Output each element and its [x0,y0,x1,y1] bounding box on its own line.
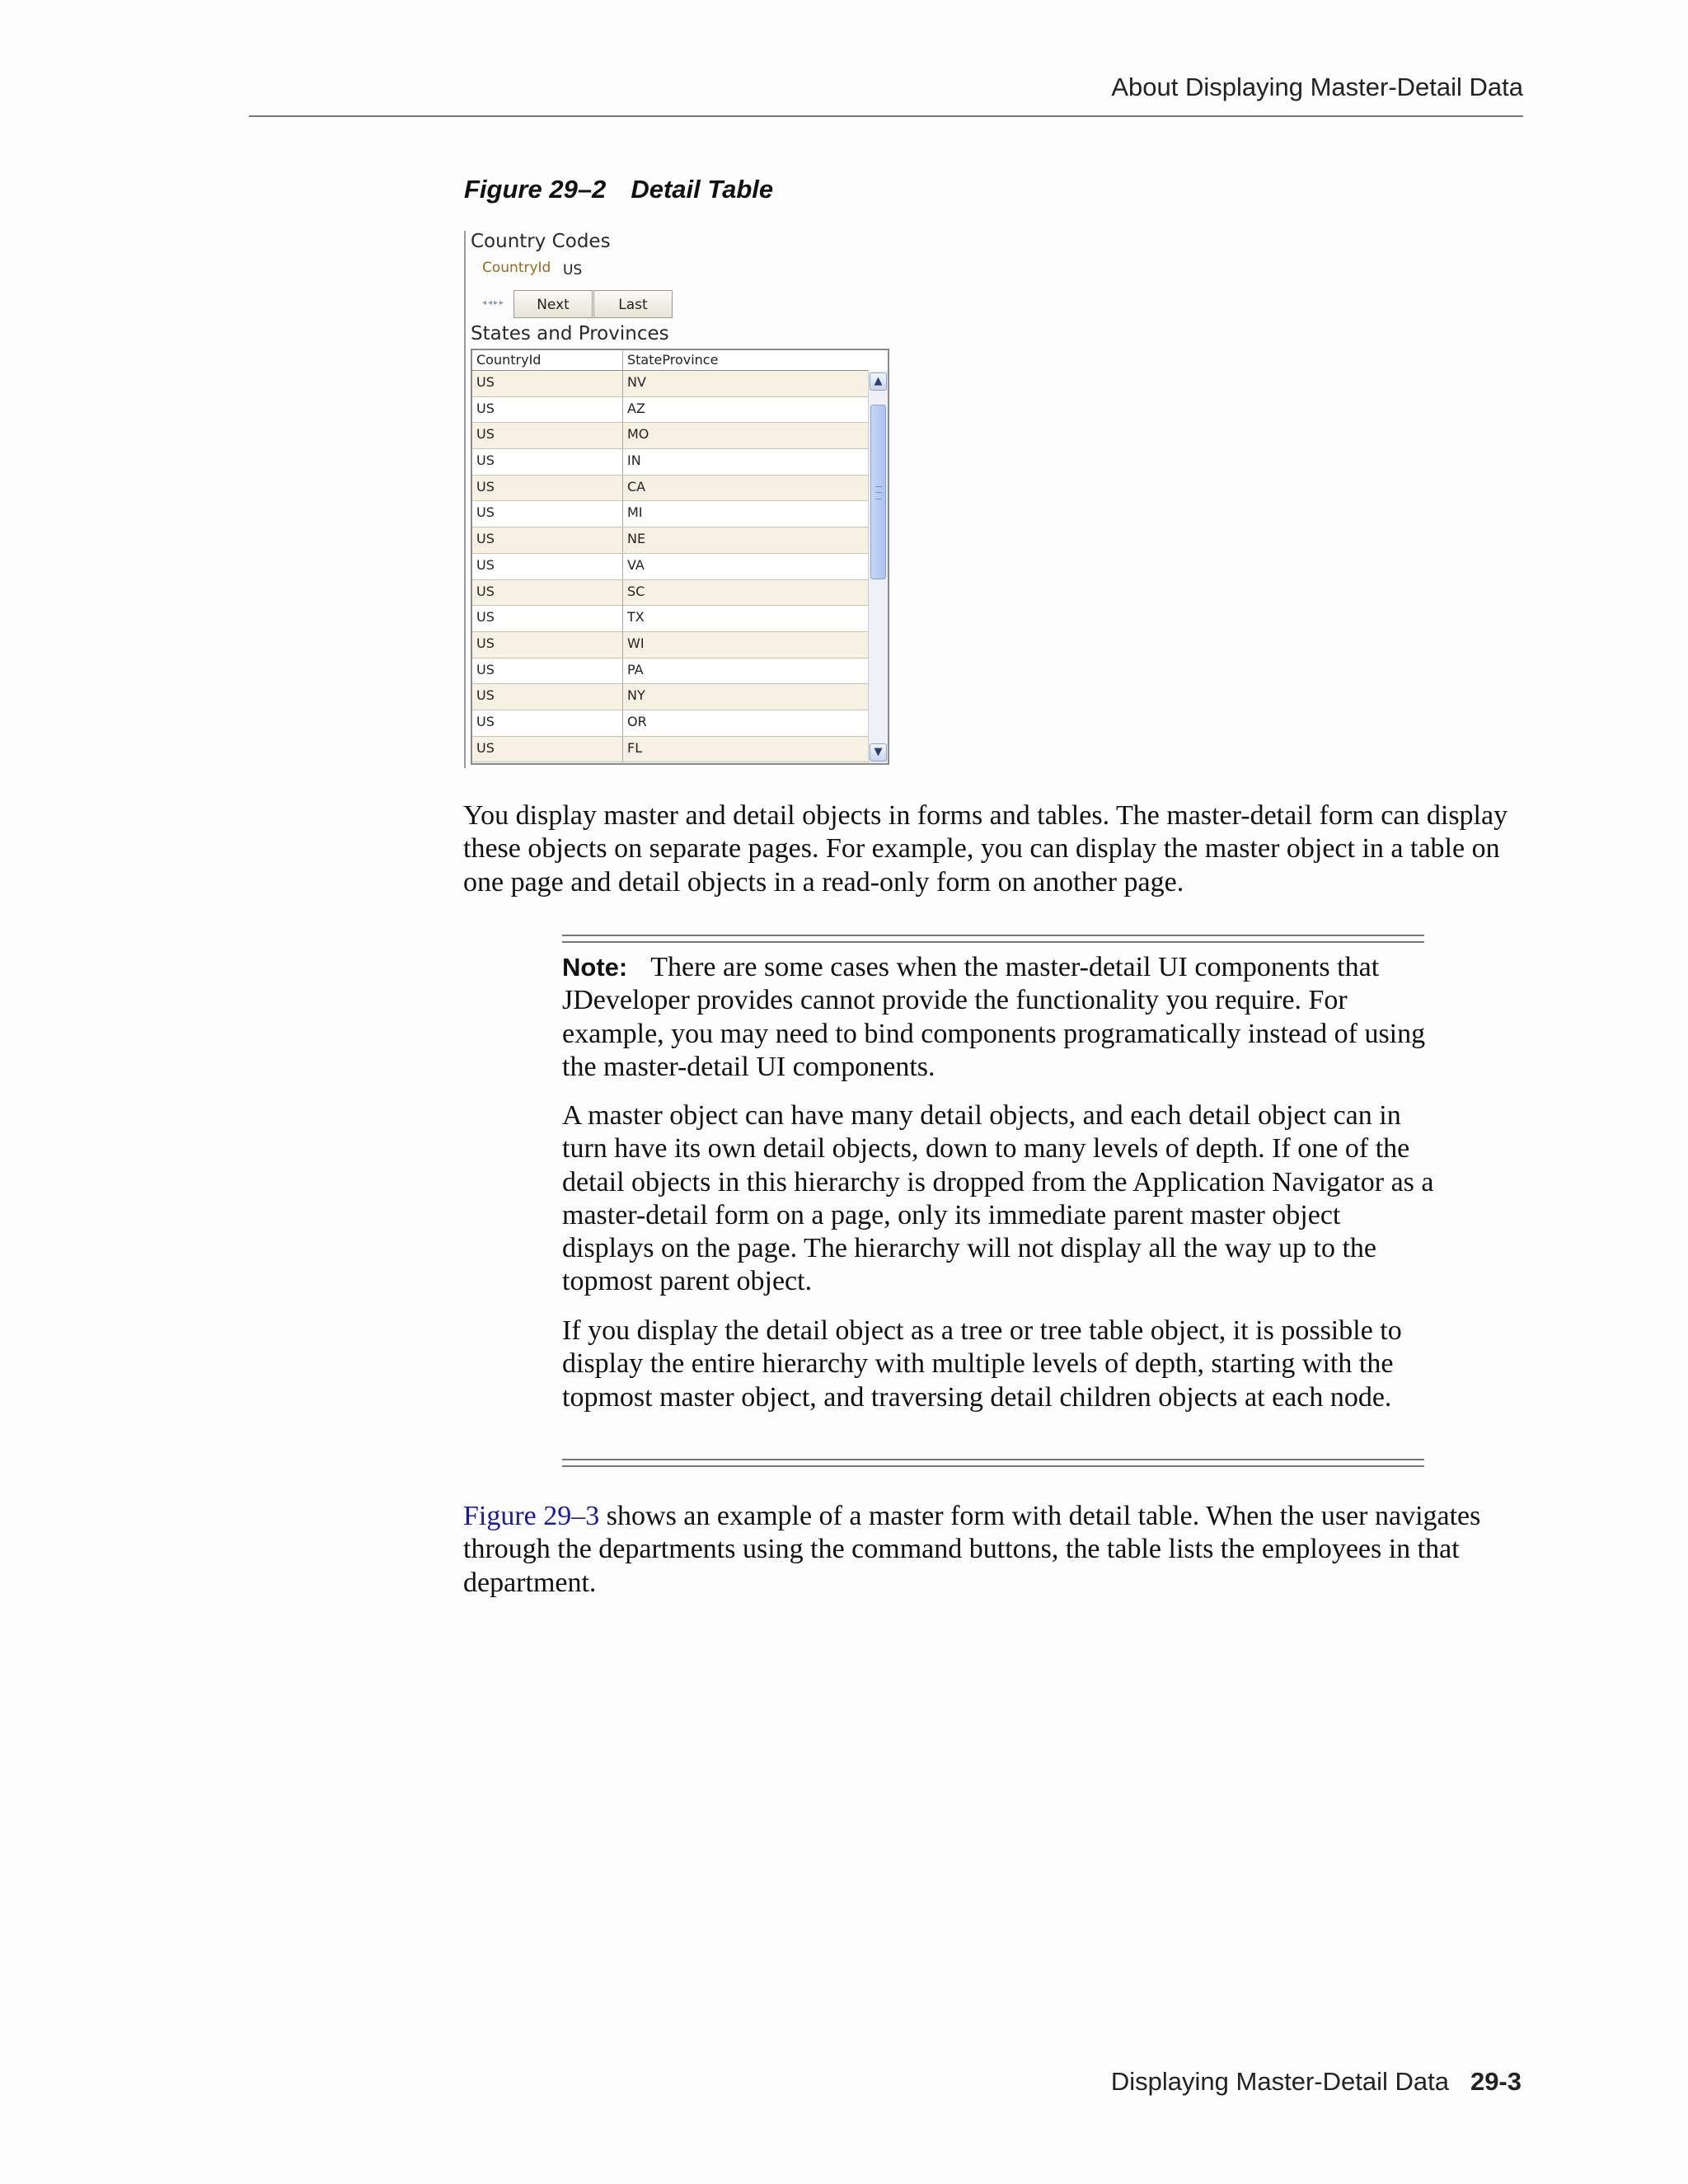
cell-countryid: US [472,710,623,736]
note-text: There are some cases when the master-detail UI components that JDeveloper provides cannot provide the functionality you require. For example, you may need to bind components programatically instead of using the master-detail UI components. [562,952,1426,1082]
country-id-value: US [563,262,583,279]
page-number: 29-3 [1470,2067,1522,2096]
table-row[interactable] [472,554,868,580]
cell-stateprovince: NV [627,374,646,390]
table-row[interactable] [472,580,868,607]
cell-countryid: US [472,580,623,606]
table-row[interactable] [472,606,868,632]
cell-countryid: US [472,554,623,579]
detail-section-title: States and Provinces [471,323,669,344]
cell-stateprovince: NY [627,687,645,704]
cell-stateprovince: TX [627,609,645,626]
table-row[interactable] [472,710,868,737]
table-row[interactable] [472,527,868,554]
cell-stateprovince: WI [627,635,645,651]
cell-countryid: US [472,449,623,475]
column-header-countryid[interactable]: CountryId [472,350,623,370]
cell-countryid: US [472,371,623,396]
states-table [471,349,889,765]
header-rule [249,115,1523,117]
table-row[interactable] [472,423,868,449]
paragraph-text: shows an example of a master form with detail table. When the user navigates through the departments using the command buttons, the table lists the employees in that department. [463,1501,1481,1598]
table-scrollbar[interactable] [868,371,888,763]
body-paragraph: You display master and detail objects in forms and tables. The master-detail form can display these objects on separate pages. For example, you can display the master object in a table on one page and detail objects in a read-only form on another page. [463,800,1508,898]
cell-countryid: US [472,737,623,762]
master-section-title: Country Codes [471,231,611,252]
next-button[interactable]: Next [513,290,593,318]
cell-countryid: US [472,527,623,553]
note-paragraph [562,951,1436,1084]
figure-caption-title: Detail Table [631,175,774,204]
grip-icon [875,486,882,499]
cell-stateprovince: VA [627,556,645,573]
cell-countryid: US [472,397,623,423]
table-row[interactable] [472,501,868,527]
figure-caption-number: Figure 29–2 [464,175,607,204]
footer-chapter-title: Displaying Master-Detail Data [1110,2067,1449,2096]
table-row[interactable] [472,737,868,763]
table-header [472,350,868,371]
figure-cross-reference-link[interactable]: Figure 29–3 [463,1501,600,1531]
cell-stateprovince: MO [627,426,649,443]
cell-stateprovince: MI [627,504,643,521]
scroll-thumb[interactable] [870,405,886,579]
cell-countryid: US [472,501,623,527]
table-body [472,371,868,762]
cell-stateprovince: OR [627,713,647,729]
table-row[interactable] [472,449,868,476]
note-paragraph: If you display the detail object as a tree or tree table object, it is possible to display the entire hierarchy with multiple levels of depth, starting with the topmost master object, and traversing detail children objects at each node. [562,1315,1402,1413]
cell-countryid: US [472,632,623,658]
scroll-up-icon[interactable]: ▲ [870,373,887,391]
cell-countryid: US [472,684,623,710]
cell-stateprovince: AZ [627,400,645,416]
cell-stateprovince: CA [627,478,646,494]
detail-table-screenshot [464,231,893,768]
table-row[interactable] [472,476,868,502]
cell-countryid: US [472,476,623,501]
table-row[interactable] [472,632,868,658]
table-row[interactable] [472,397,868,424]
scroll-down-icon[interactable]: ▼ [870,743,887,762]
cell-stateprovince: PA [627,661,644,677]
first-previous-icon[interactable]: ◂◂▸▸ [482,298,506,307]
page-footer [1111,2067,1522,2097]
table-row[interactable] [472,371,868,397]
note-label: Note: [562,953,628,982]
cell-countryid: US [472,606,623,631]
cell-stateprovince: IN [627,452,641,469]
table-row[interactable] [472,684,868,710]
note-top-rule [562,935,1424,943]
figure-caption [464,175,773,204]
cell-countryid: US [472,423,623,448]
note-paragraph: A master object can have many detail objects, and each detail object can in turn have its own detail objects, down to many levels of depth. If one of the detail objects in this hierarchy is dropped from the Application Navigator as a master-detail form on a page, only its immediate parent master object displays on the page. The hierarchy will not display all the way up to the topmost parent object. [562,1100,1434,1297]
table-row[interactable] [472,658,868,685]
cell-countryid: US [472,658,623,684]
note-bottom-rule [562,1459,1424,1467]
body-paragraph [463,1500,1535,1600]
country-id-label: CountryId [482,260,551,276]
cell-stateprovince: SC [627,583,645,599]
cell-stateprovince: FL [627,739,643,756]
running-header: About Displaying Master-Detail Data [1111,73,1523,101]
cell-stateprovince: NE [627,531,646,547]
figure-border [464,231,466,768]
last-button[interactable]: Last [593,290,673,318]
column-header-stateprovince[interactable]: StateProvince [627,352,719,368]
